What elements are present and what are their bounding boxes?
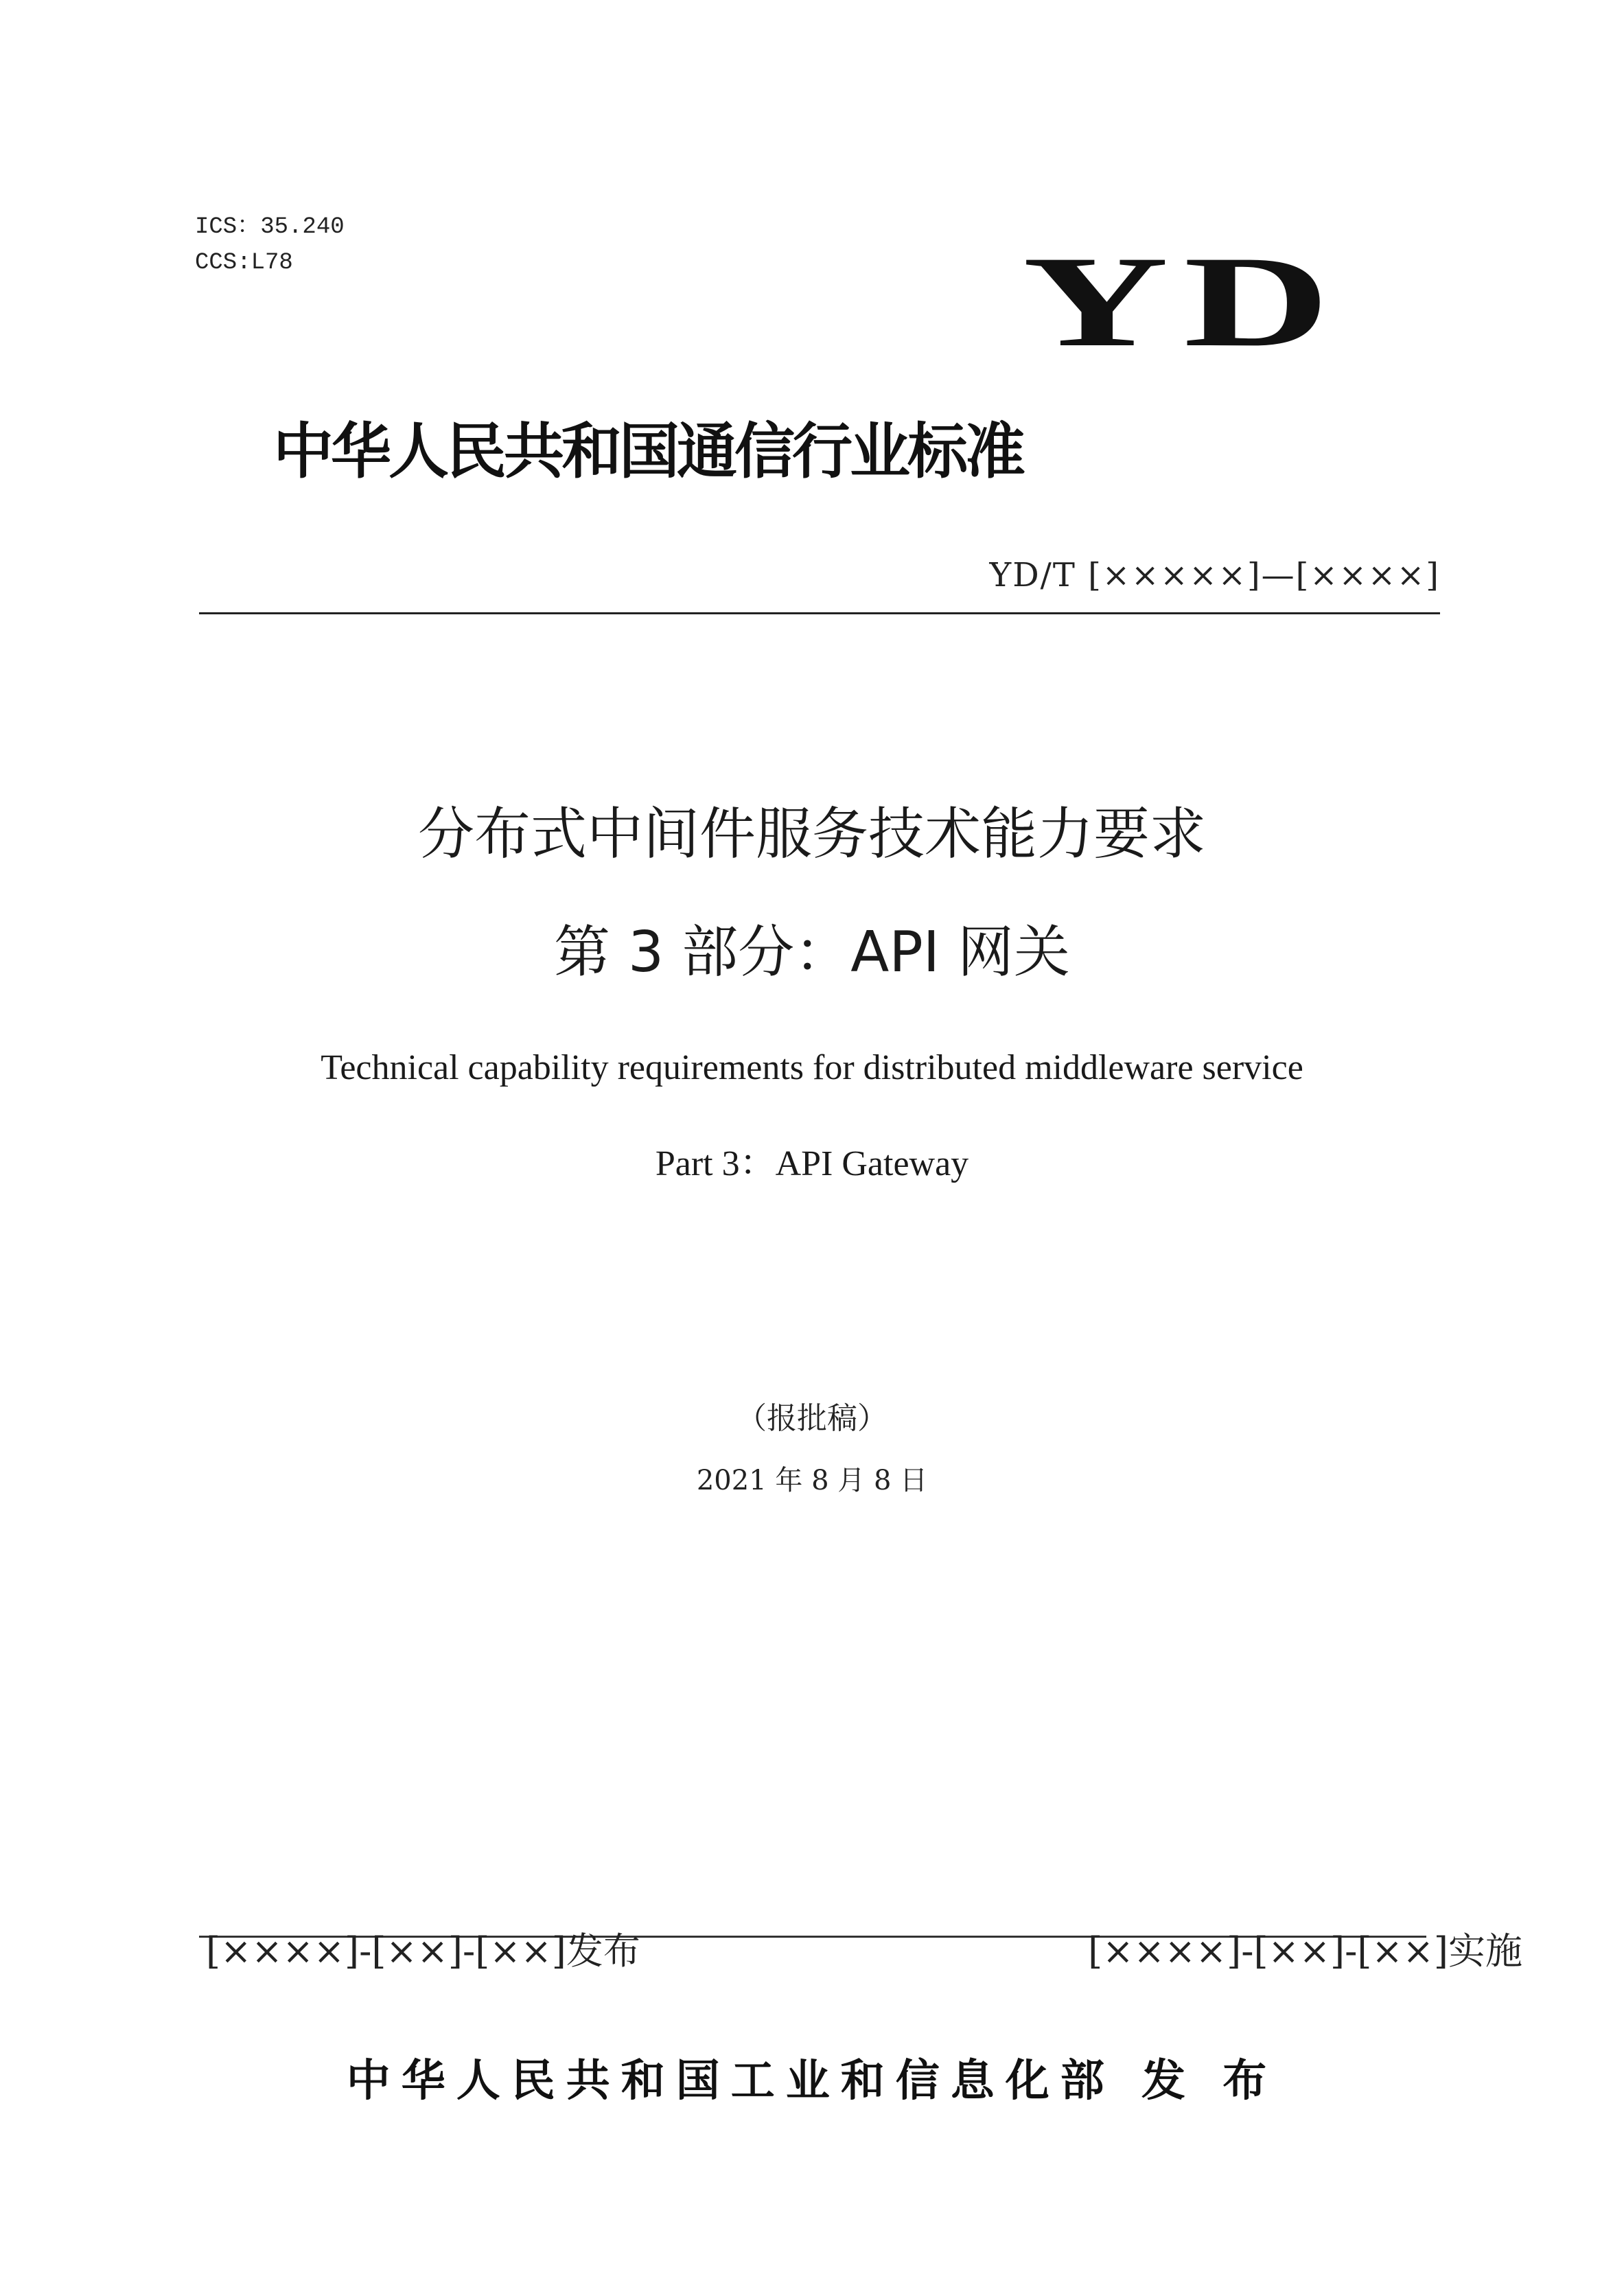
- document-part-en: Part 3：API Gateway: [655, 1144, 969, 1183]
- yd-logo: YD: [1023, 230, 1345, 374]
- ccs-code: CCS:L78: [195, 250, 293, 276]
- header-divider: [199, 612, 1440, 614]
- draft-status: （报批稿）: [736, 1401, 888, 1436]
- implementation-date: [××××]-[××]-[××]实施: [1088, 1929, 1522, 1973]
- document-part-cn: 第 3 部分：API 网关: [553, 920, 1071, 985]
- publish-date: [××××]-[××]-[××]发布: [206, 1929, 640, 1973]
- draft-date: 2021 年 8 月 8 日: [696, 1465, 928, 1496]
- document-title-en: Technical capability requirements for distributed middleware service: [321, 1048, 1303, 1087]
- standard-number: YD/T [×××××]—[××××]: [989, 556, 1440, 594]
- publisher: 中华人民共和国工业和信息化部 发 布: [346, 2056, 1278, 2107]
- industry-standard-title: 中华人民共和国通信行业标准: [273, 416, 1023, 487]
- document-title-cn: 分布式中间件服务技术能力要求: [417, 802, 1206, 867]
- ics-code: ICS：35.240: [195, 214, 345, 240]
